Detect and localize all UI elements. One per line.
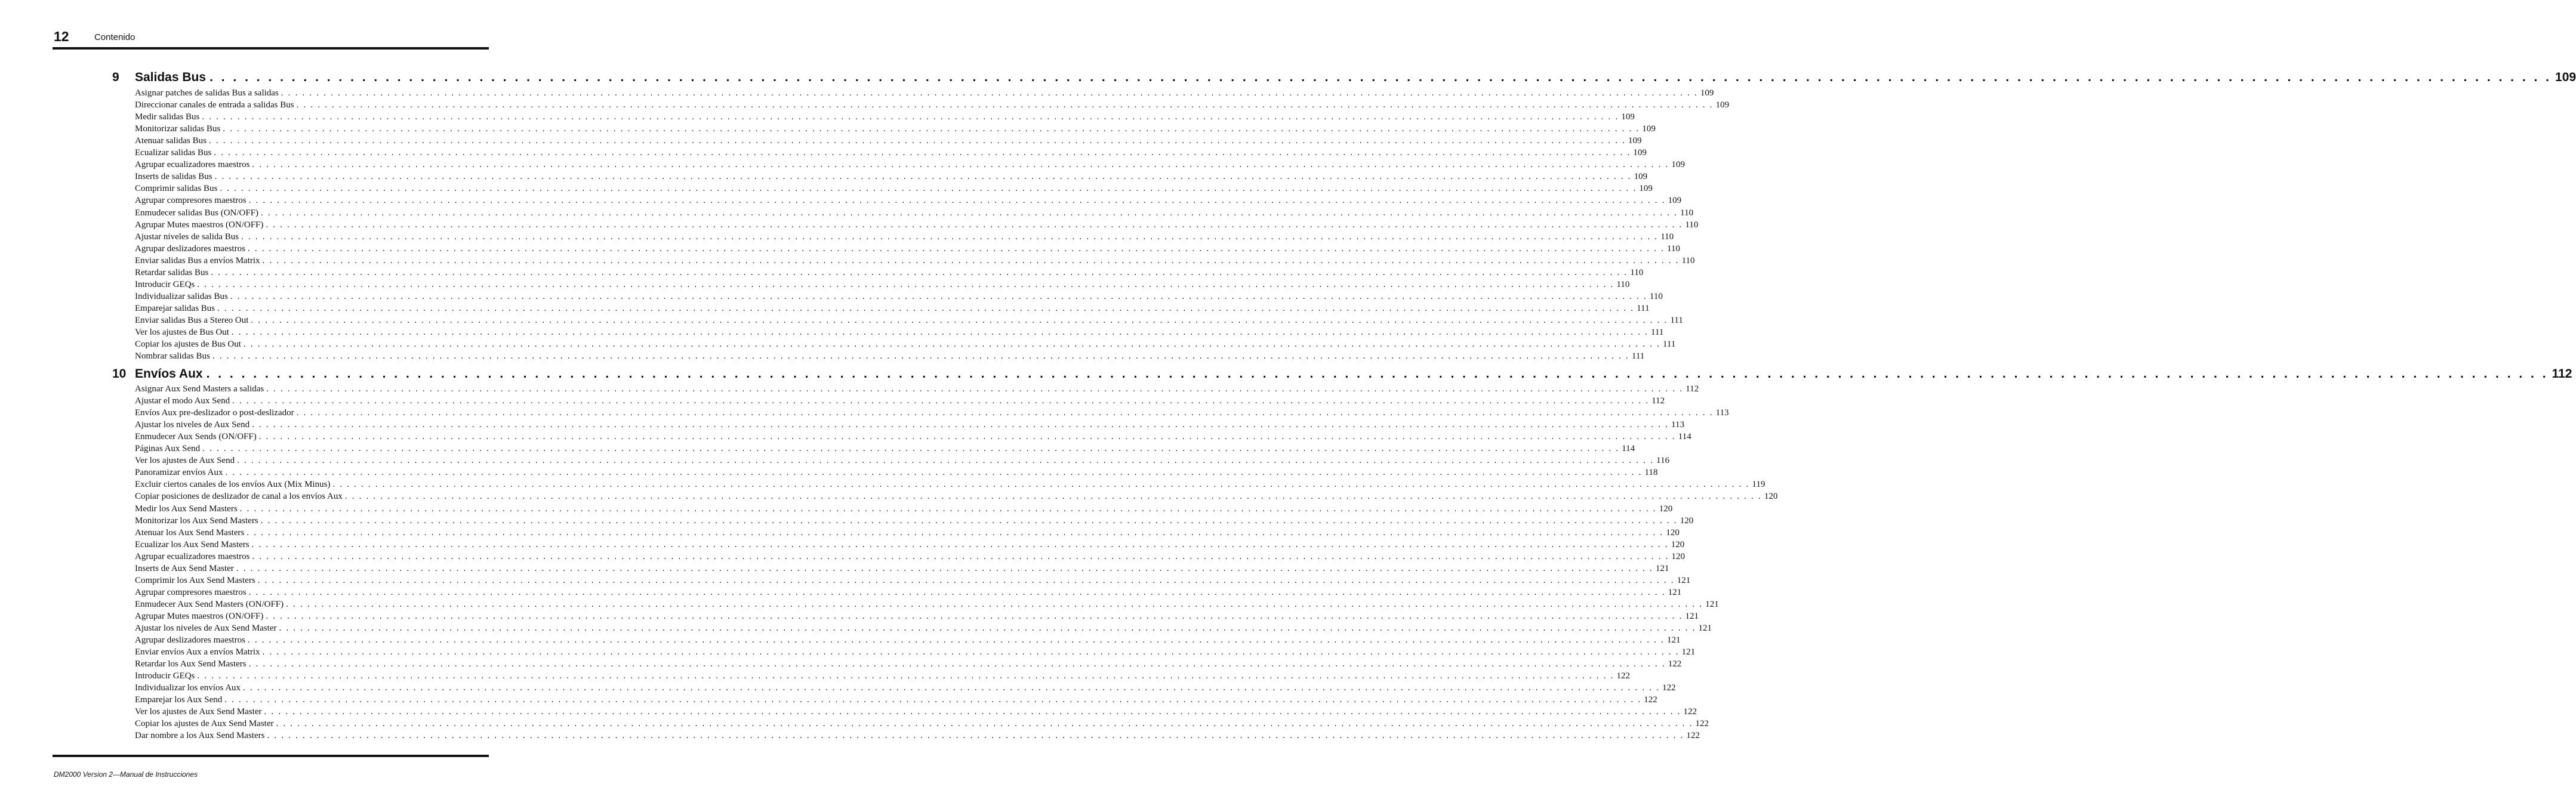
entry-title: Ajustar los niveles de Aux Send [135, 420, 250, 430]
toc-entry[interactable] [135, 219, 1699, 231]
toc-entry[interactable] [135, 147, 1647, 159]
entry-page: 109 [1668, 196, 1682, 205]
toc-entry[interactable] [135, 159, 1685, 171]
toc-entry[interactable] [135, 551, 1685, 563]
dot-leader: . . . . . . . . . . . . . . . . . . . . . . . . . . . . . . . . . . . . . . . . . . . . . . . . . . . . . . . . . . . . . . . . . . . . . . . . . . . . . . . . . . . . . . . . . . . . . . . . . . . . . . . . . . . . . . . . . . . . . . . . . . . . . . . . . . . . . . . . . . . . . . . . . . . . . . . . . . . . . . . . . . . . . . . . . . . . . . . . . . . . . . . . . . . . . . . . . . . . . . . . [296, 100, 1714, 110]
entry-page: 114 [1622, 444, 1635, 453]
entry-page: 122 [1644, 695, 1657, 705]
entry-title: Ver los ajustes de Aux Send [135, 456, 235, 465]
dot-leader: . . . . . . . . . . . . . . . . . . . . . . . . . . . . . . . . . . . . . . . . . . . . . . . . . . . . . . . . . . . . . . . . . . . . . . . . . . . . . . . . . . . . . . . . . . . . . . . . . . . . . . . . . . . . . . . . . . . . . . . . . . . . . . . . . . . . . . . . . . . . . . . . . . . . . . . . . . . . . . . . . . . . . . . . . . . . . . . . . . . . . . . . . . . . . . . . . . . . . . . . [266, 612, 1683, 621]
toc-entry[interactable] [135, 302, 1650, 314]
entry-title: Agrupar deslizadores maestros [135, 635, 245, 645]
toc-entry[interactable] [135, 598, 1719, 610]
entry-title: Ecualizar los Aux Send Masters [135, 540, 249, 549]
entry-page: 109 [1621, 112, 1635, 122]
entry-page: 120 [1764, 492, 1778, 501]
entry-title: Agrupar deslizadores maestros [135, 244, 245, 254]
dot-leader: . . . . . . . . . . . . . . . . . . . . . . . . . . . . . . . . . . . . . . . . . . . . . . . . . . . . . . . . . . . . . . . . . . . . . . . . . . . . . . . . . . . . . . . . . . . . . . . . . . . . . . . . . . . . . . . . . . . . . . . . . . . . . . . . . . . . . . . . . . . . . . . . . . . . . . . . . . . . . . . . . . . . . . . . . . . . . . . . . . . . . . . . . . . . . . . . . . . . . . . . [252, 552, 1669, 561]
toc-entry[interactable] [135, 443, 1635, 455]
toc-entry[interactable] [135, 490, 1778, 502]
dot-leader: . . . . . . . . . . . . . . . . . . . . . . . . . . . . . . . . . . . . . . . . . . . . . . . . . . . . . . . . . . . . . . . . . . . . . . . . . . . . . . . . . . . . . . . . . . . . . . . . . . . . . . . . . . . . . . . . . . . . . . . . . . . . . . . . . . . . . . . . . . . . . . . . . . . . . . . . . . . . . . . . . . . . . . . . . . . . . . . . . . . . . . . . . . . . . . . . . . . . . . . . [248, 196, 1666, 205]
entry-page: 109 [1634, 172, 1648, 181]
toc-entry[interactable] [135, 171, 1648, 183]
entry-page: 121 [1677, 576, 1691, 585]
entry-title: Agrupar compresores maestros [135, 196, 246, 205]
toc-entry[interactable] [135, 183, 1653, 194]
entry-title: Retardar los Aux Send Masters [135, 659, 246, 669]
toc-entry[interactable] [135, 314, 1683, 326]
header-rule [53, 47, 489, 50]
dot-leader: . . . . . . . . . . . . . . . . . . . . . . . . . . . . . . . . . . . . . . . . . . . . . . . . . . . . . . . . . . . . . . . . . . . . . . . . . . . . . . . . . . . . . . . . . . . . . . . . . . . . . . . . . . . . . . . . . . . . . . . . . . . . . . . . . . . . . . . . . . . . . . . . . . . . . . . . . . . . . . . . . . . . . . . . . . . . . . . . . . . . . . . . . . . . . . . . . . . . . . . . [206, 367, 2549, 381]
entry-title: Ajustar niveles de salida Bus [135, 232, 239, 242]
dot-leader: . . . . . . . . . . . . . . . . . . . . . . . . . . . . . . . . . . . . . . . . . . . . . . . . . . . . . . . . . . . . . . . . . . . . . . . . . . . . . . . . . . . . . . . . . . . . . . . . . . . . . . . . . . . . . . . . . . . . . . . . . . . . . . . . . . . . . . . . . . . . . . . . . . . . . . . . . . . . . . . . . . . . . . . . . . . . . . . . . . . . . . . . . . . . . . . . . . . . . . . . [258, 432, 1676, 441]
entry-page: 110 [1630, 268, 1644, 277]
toc-entry[interactable] [135, 395, 1665, 407]
toc-entry[interactable] [135, 634, 1681, 646]
entry-page: 121 [1667, 635, 1681, 645]
entry-page: 111 [1670, 316, 1683, 325]
entry-title: Comprimir salidas Bus [135, 184, 218, 193]
entry-title: Ajustar los niveles de Aux Send Master [135, 623, 277, 633]
toc-entry[interactable] [135, 383, 1699, 395]
entry-page: 120 [1671, 552, 1685, 561]
entry-title: Enviar envíos Aux a envíos Matrix [135, 647, 260, 657]
entry-title: Envíos Aux pre-deslizador o post-deslizador [135, 408, 294, 418]
dot-leader: . . . . . . . . . . . . . . . . . . . . . . . . . . . . . . . . . . . . . . . . . . . . . . . . . . . . . . . . . . . . . . . . . . . . . . . . . . . . . . . . . . . . . . . . . . . . . . . . . . . . . . . . . . . . . . . . . . . . . . . . . . . . . . . . . . . . . . . . . . . . . . . . . . . . . . . . . . . . . . . . . . . . . . . . . . . . . . . . . . . . . . . . . . . . . . . . . . . . . . . . [281, 88, 1698, 98]
entry-title: Ecualizar salidas Bus [135, 148, 212, 158]
dot-leader: . . . . . . . . . . . . . . . . . . . . . . . . . . . . . . . . . . . . . . . . . . . . . . . . . . . . . . . . . . . . . . . . . . . . . . . . . . . . . . . . . . . . . . . . . . . . . . . . . . . . . . . . . . . . . . . . . . . . . . . . . . . . . . . . . . . . . . . . . . . . . . . . . . . . . . . . . . . . . . . . . . . . . . . . . . . . . . . . . . . . . . . . . . . . . . . . . . . . . . . . [243, 339, 1660, 349]
toc-entry[interactable] [135, 243, 1680, 255]
toc-entry[interactable] [135, 718, 1709, 730]
dot-leader: . . . . . . . . . . . . . . . . . . . . . . . . . . . . . . . . . . . . . . . . . . . . . . . . . . . . . . . . . . . . . . . . . . . . . . . . . . . . . . . . . . . . . . . . . . . . . . . . . . . . . . . . . . . . . . . . . . . . . . . . . . . . . . . . . . . . . . . . . . . . . . . . . . . . . . . . . . . . . . . . . . . . . . . . . . . . . . . . . . . . . . . . . . . . . . . . . . . . . . . . [252, 420, 1669, 430]
dot-leader: . . . . . . . . . . . . . . . . . . . . . . . . . . . . . . . . . . . . . . . . . . . . . . . . . . . . . . . . . . . . . . . . . . . . . . . . . . . . . . . . . . . . . . . . . . . . . . . . . . . . . . . . . . . . . . . . . . . . . . . . . . . . . . . . . . . . . . . . . . . . . . . . . . . . . . . . . . . . . . . . . . . . . . . . . . . . . . . . . . . . . . . . . . . . . . . . . . . . . . . . [279, 623, 1696, 633]
footer-rule [53, 755, 489, 757]
entry-title: Emparejar los Aux Send [135, 695, 223, 705]
entry-title: Ver los ajustes de Aux Send Master [135, 707, 262, 717]
entry-page: 121 [1655, 564, 1669, 573]
entry-title: Enmudecer Aux Sends (ON/OFF) [135, 432, 257, 441]
dot-leader: . . . . . . . . . . . . . . . . . . . . . . . . . . . . . . . . . . . . . . . . . . . . . . . . . . . . . . . . . . . . . . . . . . . . . . . . . . . . . . . . . . . . . . . . . . . . . . . . . . . . . . . . . . . . . . . . . . . . . . . . . . . . . . . . . . . . . . . . . . . . . . . . . . . . . . . . . . . . . . . . . . . . . . . . . . . . . . . . . . . . . . . . . . . . . . . . . . . . . . . . [267, 731, 1684, 740]
entry-title: Asignar Aux Send Masters a salidas [135, 384, 264, 394]
toc-entry[interactable] [135, 503, 1673, 515]
toc-entry[interactable] [135, 575, 1691, 586]
dot-leader: . . . . . . . . . . . . . . . . . . . . . . . . . . . . . . . . . . . . . . . . . . . . . . . . . . . . . . . . . . . . . . . . . . . . . . . . . . . . . . . . . . . . . . . . . . . . . . . . . . . . . . . . . . . . . . . . . . . . . . . . . . . . . . . . . . . . . . . . . . . . . . . . . . . . . . . . . . . . . . . . . . . . . . . . . . . . . . . . . . . . . . . . . . . . . . . . . . . . . . . . [264, 707, 1681, 717]
entry-page: 112 [1686, 384, 1699, 394]
entry-page: 122 [1616, 671, 1630, 681]
toc-entry[interactable] [135, 338, 1676, 350]
chapter-number: 9 [112, 70, 119, 84]
entry-title: Introducir GEQs [135, 671, 195, 681]
dot-leader: . . . . . . . . . . . . . . . . . . . . . . . . . . . . . . . . . . . . . . . . . . . . . . . . . . . . . . . . . . . . . . . . . . . . . . . . . . . . . . . . . . . . . . . . . . . . . . . . . . . . . . . . . . . . . . . . . . . . . . . . . . . . . . . . . . . . . . . . . . . . . . . . . . . . . . . . . . . . . . . . . . . . . . . . . . . . . . . . . . . . . . . . . . . . . . . . . . . . . . . . [266, 220, 1683, 230]
entry-title: Individualizar los envíos Aux [135, 683, 241, 693]
entry-title: Emparejar salidas Bus [135, 304, 215, 313]
dot-leader: . . . . . . . . . . . . . . . . . . . . . . . . . . . . . . . . . . . . . . . . . . . . . . . . . . . . . . . . . . . . . . . . . . . . . . . . . . . . . . . . . . . . . . . . . . . . . . . . . . . . . . . . . . . . . . . . . . . . . . . . . . . . . . . . . . . . . . . . . . . . . . . . . . . . . . . . . . . . . . . . . . . . . . . . . . . . . . . . . . . . . . . . . . . . . . . . . . . . . . . . [220, 184, 1637, 193]
entry-page: 111 [1631, 351, 1645, 361]
entry-title: Agrupar Mutes maestros (ON/OFF) [135, 612, 264, 621]
dot-leader: . . . . . . . . . . . . . . . . . . . . . . . . . . . . . . . . . . . . . . . . . . . . . . . . . . . . . . . . . . . . . . . . . . . . . . . . . . . . . . . . . . . . . . . . . . . . . . . . . . . . . . . . . . . . . . . . . . . . . . . . . . . . . . . . . . . . . . . . . . . . . . . . . . . . . . . . . . . . . . . . . . . . . . . . . . . . . . . . . . . . . . . . . . . . . . . . . . . . . . . . [236, 564, 1653, 573]
dot-leader: . . . . . . . . . . . . . . . . . . . . . . . . . . . . . . . . . . . . . . . . . . . . . . . . . . . . . . . . . . . . . . . . . . . . . . . . . . . . . . . . . . . . . . . . . . . . . . . . . . . . . . . . . . . . . . . . . . . . . . . . . . . . . . . . . . . . . . . . . . . . . . . . . . . . . . . . . . . . . . . . . . . . . . . . . . . . . . . . . . . . . . . . . . . . . . . . . . . . . . . . [251, 540, 1669, 549]
toc-entry[interactable] [135, 646, 1696, 658]
entry-title: Enviar salidas Bus a envíos Matrix [135, 256, 260, 265]
entry-page: 109 [1633, 148, 1647, 158]
entry-title: Páginas Aux Send [135, 444, 201, 453]
toc-entry[interactable] [135, 194, 1682, 206]
dot-leader: . . . . . . . . . . . . . . . . . . . . . . . . . . . . . . . . . . . . . . . . . . . . . . . . . . . . . . . . . . . . . . . . . . . . . . . . . . . . . . . . . . . . . . . . . . . . . . . . . . . . . . . . . . . . . . . . . . . . . . . . . . . . . . . . . . . . . . . . . . . . . . . . . . . . . . . . . . . . . . . . . . . . . . . . . . . . . . . . . . . . . . . . . . . . . . . . . . . . . . . . [202, 112, 1619, 122]
entry-title: Introducir GEQs [135, 280, 195, 289]
entry-page: 109 [1642, 124, 1656, 134]
entry-title: Copiar los ajustes de Aux Send Master [135, 719, 274, 728]
entry-page: 122 [1683, 707, 1697, 717]
dot-leader: . . . . . . . . . . . . . . . . . . . . . . . . . . . . . . . . . . . . . . . . . . . . . . . . . . . . . . . . . . . . . . . . . . . . . . . . . . . . . . . . . . . . . . . . . . . . . . . . . . . . . . . . . . . . . . . . . . . . . . . . . . . . . . . . . . . . . . . . . . . . . . . . . . . . . . . . . . . . . . . . . . . . . . . . . . . . . . . . . . . . . . . . . . . . . . . . . . . . . . . . [296, 408, 1714, 418]
entry-title: Panoramizar envíos Aux [135, 468, 223, 477]
dot-leader: . . . . . . . . . . . . . . . . . . . . . . . . . . . . . . . . . . . . . . . . . . . . . . . . . . . . . . . . . . . . . . . . . . . . . . . . . . . . . . . . . . . . . . . . . . . . . . . . . . . . . . . . . . . . . . . . . . . . . . . . . . . . . . . . . . . . . . . . . . . . . . . . . . . . . . . . . . . . . . . . . . . . . . . . . . . . . . . . . . . . . . . . . . . . . . . . . . . . . . . . [344, 492, 1762, 501]
entry-page: 122 [1662, 683, 1676, 693]
toc-entry[interactable] [135, 350, 1645, 362]
dot-leader: . . . . . . . . . . . . . . . . . . . . . . . . . . . . . . . . . . . . . . . . . . . . . . . . . . . . . . . . . . . . . . . . . . . . . . . . . . . . . . . . . . . . . . . . . . . . . . . . . . . . . . . . . . . . . . . . . . . . . . . . . . . . . . . . . . . . . . . . . . . . . . . . . . . . . . . . . . . . . . . . . . . . . . . . . . . . . . . . . . . . . . . . . . . . . . . . . . . . . . . . [276, 719, 1693, 728]
entry-title: Direccionar canales de entrada a salidas Bus [135, 100, 294, 110]
dot-leader: . . . . . . . . . . . . . . . . . . . . . . . . . . . . . . . . . . . . . . . . . . . . . . . . . . . . . . . . . . . . . . . . . . . . . . . . . . . . . . . . . . . . . . . . . . . . . . . . . . . . . . . . . . . . . . . . . . . . . . . . . . . . . . . . . . . . . . . . . . . . . . . . . . . . . . . . . . . . . . . . . . . . . . . . . . . . . . . . . . . . . . . . . . . . . . . . . . . . . . . . [197, 671, 1614, 681]
toc-entry[interactable] [135, 87, 1714, 99]
chapter-heading [112, 365, 2572, 383]
entry-title: Agrupar Mutes maestros (ON/OFF) [135, 220, 264, 230]
entry-title: Inserts de Aux Send Master [135, 564, 234, 573]
dot-leader: . . . . . . . . . . . . . . . . . . . . . . . . . . . . . . . . . . . . . . . . . . . . . . . . . . . . . . . . . . . . . . . . . . . . . . . . . . . . . . . . . . . . . . . . . . . . . . . . . . . . . . . . . . . . . . . . . . . . . . . . . . . . . . . . . . . . . . . . . . . . . . . . . . . . . . . . . . . . . . . . . . . . . . . . . . . . . . . . . . . . . . . . . . . . . . . . . . . . . . . . [217, 304, 1635, 313]
dot-leader: . . . . . . . . . . . . . . . . . . . . . . . . . . . . . . . . . . . . . . . . . . . . . . . . . . . . . . . . . . . . . . . . . . . . . . . . . . . . . . . . . . . . . . . . . . . . . . . . . . . . . . . . . . . . . . . . . . . . . . . . . . . . . . . . . . . . . . . . . . . . . . . . . . . . . . . . . . . . . . . . . . . . . . . . . . . . . . . . . . . . . . . . . . . . . . . . . . . . . . . . [251, 316, 1668, 325]
entry-page: 110 [1660, 232, 1674, 242]
entry-title: Excluir ciertos canales de los envíos Aux (Mix Minus) [135, 480, 331, 489]
toc-entry[interactable] [135, 706, 1697, 718]
toc-entry[interactable] [135, 670, 1630, 682]
entry-page: 116 [1656, 456, 1670, 465]
toc-entry[interactable] [135, 527, 1680, 539]
dot-leader: . . . . . . . . . . . . . . . . . . . . . . . . . . . . . . . . . . . . . . . . . . . . . . . . . . . . . . . . . . . . . . . . . . . . . . . . . . . . . . . . . . . . . . . . . . . . . . . . . . . . . . . . . . . . . . . . . . . . . . . . . . . . . . . . . . . . . . . . . . . . . . . . . . . . . . . . . . . . . . . . . . . . . . . . . . . . . . . . . . . . . . . . . . . . . . . . . . . . . . . . [247, 635, 1665, 645]
dot-leader: . . . . . . . . . . . . . . . . . . . . . . . . . . . . . . . . . . . . . . . . . . . . . . . . . . . . . . . . . . . . . . . . . . . . . . . . . . . . . . . . . . . . . . . . . . . . . . . . . . . . . . . . . . . . . . . . . . . . . . . . . . . . . . . . . . . . . . . . . . . . . . . . . . . . . . . . . . . . . . . . . . . . . . . . . . . . . . . . . . . . . . . . . . . . . . . . . . . . . . . . [231, 328, 1648, 337]
entry-page: 120 [1659, 504, 1673, 514]
entry-page: 110 [1649, 292, 1663, 301]
dot-leader: . . . . . . . . . . . . . . . . . . . . . . . . . . . . . . . . . . . . . . . . . . . . . . . . . . . . . . . . . . . . . . . . . . . . . . . . . . . . . . . . . . . . . . . . . . . . . . . . . . . . . . . . . . . . . . . . . . . . . . . . . . . . . . . . . . . . . . . . . . . . . . . . . . . . . . . . . . . . . . . . . . . . . . . . . . . . . . . . . . . . . . . . . . . . . . . . . . . . . . . . [241, 232, 1659, 242]
entry-page: 120 [1666, 528, 1680, 538]
chapter-title: Salidas Bus [135, 70, 207, 84]
toc-entry[interactable] [135, 610, 1699, 622]
entry-title: Agrupar ecualizadores maestros [135, 552, 250, 561]
entry-title: Copiar los ajustes de Bus Out [135, 339, 241, 349]
entry-page: 111 [1662, 339, 1676, 349]
dot-leader: . . . . . . . . . . . . . . . . . . . . . . . . . . . . . . . . . . . . . . . . . . . . . . . . . . . . . . . . . . . . . . . . . . . . . . . . . . . . . . . . . . . . . . . . . . . . . . . . . . . . . . . . . . . . . . . . . . . . . . . . . . . . . . . . . . . . . . . . . . . . . . . . . . . . . . . . . . . . . . . . . . . . . . . . . . . . . . . . . . . . . . . . . . . . . . . . . . . . . . . . [266, 384, 1684, 394]
dot-leader: . . . . . . . . . . . . . . . . . . . . . . . . . . . . . . . . . . . . . . . . . . . . . . . . . . . . . . . . . . . . . . . . . . . . . . . . . . . . . . . . . . . . . . . . . . . . . . . . . . . . . . . . . . . . . . . . . . . . . . . . . . . . . . . . . . . . . . . . . . . . . . . . . . . . . . . . . . . . . . . . . . . . . . . . . . . . . . . . . . . . . . . . . . . . . . . . . . . . . . . . [202, 444, 1620, 453]
running-title: Contenido [94, 32, 135, 42]
dot-leader: . . . . . . . . . . . . . . . . . . . . . . . . . . . . . . . . . . . . . . . . . . . . . . . . . . . . . . . . . . . . . . . . . . . . . . . . . . . . . . . . . . . . . . . . . . . . . . . . . . . . . . . . . . . . . . . . . . . . . . . . . . . . . . . . . . . . . . . . . . . . . . . . . . . . . . . . . . . . . . . . . . . . . . . . . . . . . . . . . . . . . . . . . . . . . . . . . . . . . . . . [211, 268, 1628, 277]
toc-entry[interactable] [135, 586, 1682, 598]
entry-page: 112 [1651, 396, 1665, 406]
entry-title: Enmudecer salidas Bus (ON/OFF) [135, 208, 259, 218]
toc-entry[interactable] [135, 515, 1694, 527]
entry-title: Nombrar salidas Bus [135, 351, 210, 361]
dot-leader: . . . . . . . . . . . . . . . . . . . . . . . . . . . . . . . . . . . . . . . . . . . . . . . . . . . . . . . . . . . . . . . . . . . . . . . . . . . . . . . . . . . . . . . . . . . . . . . . . . . . . . . . . . . . . . . . . . . . . . . . . . . . . . . . . . . . . . . . . . . . . . . . . . . . . . . . . . . . . . . . . . . . . . . . . . . . . . . . . . . . . . . . . . . . . . . . . . . . . . . . [239, 504, 1657, 514]
entry-page: 111 [1650, 328, 1664, 337]
entry-title: Retardar salidas Bus [135, 268, 209, 277]
entry-title: Individualizar salidas Bus [135, 292, 228, 301]
dot-leader: . . . . . . . . . . . . . . . . . . . . . . . . . . . . . . . . . . . . . . . . . . . . . . . . . . . . . . . . . . . . . . . . . . . . . . . . . . . . . . . . . . . . . . . . . . . . . . . . . . . . . . . . . . . . . . . . . . . . . . . . . . . . . . . . . . . . . . . . . . . . . . . . . . . . . . . . . . . . . . . . . . . . . . . . . . . . . . . . . . . . . . . . . . . . . . . . . . . . . . . . [209, 70, 2552, 84]
toc-entry[interactable] [135, 563, 1669, 575]
toc-entry[interactable] [135, 478, 1765, 490]
toc-entry[interactable] [135, 730, 1700, 742]
dot-leader: . . . . . . . . . . . . . . . . . . . . . . . . . . . . . . . . . . . . . . . . . . . . . . . . . . . . . . . . . . . . . . . . . . . . . . . . . . . . . . . . . . . . . . . . . . . . . . . . . . . . . . . . . . . . . . . . . . . . . . . . . . . . . . . . . . . . . . . . . . . . . . . . . . . . . . . . . . . . . . . . . . . . . . . . . . . . . . . . . . . . . . . . . . . . . . . . . . . . . . . . [243, 683, 1660, 693]
entry-page: 113 [1715, 408, 1729, 418]
entry-page: 121 [1705, 600, 1719, 609]
toc-entry[interactable] [135, 255, 1695, 267]
dot-leader: . . . . . . . . . . . . . . . . . . . . . . . . . . . . . . . . . . . . . . . . . . . . . . . . . . . . . . . . . . . . . . . . . . . . . . . . . . . . . . . . . . . . . . . . . . . . . . . . . . . . . . . . . . . . . . . . . . . . . . . . . . . . . . . . . . . . . . . . . . . . . . . . . . . . . . . . . . . . . . . . . . . . . . . . . . . . . . . . . . . . . . . . . . . . . . . . . . . . . . . . [197, 280, 1614, 289]
toc-entry[interactable] [135, 267, 1644, 279]
entry-title: Atenuar salidas Bus [135, 136, 207, 146]
dot-leader: . . . . . . . . . . . . . . . . . . . . . . . . . . . . . . . . . . . . . . . . . . . . . . . . . . . . . . . . . . . . . . . . . . . . . . . . . . . . . . . . . . . . . . . . . . . . . . . . . . . . . . . . . . . . . . . . . . . . . . . . . . . . . . . . . . . . . . . . . . . . . . . . . . . . . . . . . . . . . . . . . . . . . . . . . . . . . . . . . . . . . . . . . . . . . . . . . . . . . . . . [225, 468, 1643, 477]
entry-title: Ajustar el modo Aux Send [135, 396, 230, 406]
toc-entry[interactable] [135, 622, 1712, 634]
dot-leader: . . . . . . . . . . . . . . . . . . . . . . . . . . . . . . . . . . . . . . . . . . . . . . . . . . . . . . . . . . . . . . . . . . . . . . . . . . . . . . . . . . . . . . . . . . . . . . . . . . . . . . . . . . . . . . . . . . . . . . . . . . . . . . . . . . . . . . . . . . . . . . . . . . . . . . . . . . . . . . . . . . . . . . . . . . . . . . . . . . . . . . . . . . . . . . . . . . . . . . . . [252, 160, 1669, 169]
entry-page: 121 [1681, 647, 1696, 657]
dot-leader: . . . . . . . . . . . . . . . . . . . . . . . . . . . . . . . . . . . . . . . . . . . . . . . . . . . . . . . . . . . . . . . . . . . . . . . . . . . . . . . . . . . . . . . . . . . . . . . . . . . . . . . . . . . . . . . . . . . . . . . . . . . . . . . . . . . . . . . . . . . . . . . . . . . . . . . . . . . . . . . . . . . . . . . . . . . . . . . . . . . . . . . . . . . . . . . . . . . . . . . . [257, 576, 1675, 585]
toc-entry[interactable] [135, 682, 1676, 694]
entry-title: Copiar posiciones de deslizador de canal a los envíos Aux [135, 492, 343, 501]
entry-page: 109 [1639, 184, 1653, 193]
dot-leader: . . . . . . . . . . . . . . . . . . . . . . . . . . . . . . . . . . . . . . . . . . . . . . . . . . . . . . . . . . . . . . . . . . . . . . . . . . . . . . . . . . . . . . . . . . . . . . . . . . . . . . . . . . . . . . . . . . . . . . . . . . . . . . . . . . . . . . . . . . . . . . . . . . . . . . . . . . . . . . . . . . . . . . . . . . . . . . . . . . . . . . . . . . . . . . . . . . . . . . . . [261, 208, 1678, 218]
dot-leader: . . . . . . . . . . . . . . . . . . . . . . . . . . . . . . . . . . . . . . . . . . . . . . . . . . . . . . . . . . . . . . . . . . . . . . . . . . . . . . . . . . . . . . . . . . . . . . . . . . . . . . . . . . . . . . . . . . . . . . . . . . . . . . . . . . . . . . . . . . . . . . . . . . . . . . . . . . . . . . . . . . . . . . . . . . . . . . . . . . . . . . . . . . . . . . . . . . . . . . . . [237, 456, 1654, 465]
dot-leader: . . . . . . . . . . . . . . . . . . . . . . . . . . . . . . . . . . . . . . . . . . . . . . . . . . . . . . . . . . . . . . . . . . . . . . . . . . . . . . . . . . . . . . . . . . . . . . . . . . . . . . . . . . . . . . . . . . . . . . . . . . . . . . . . . . . . . . . . . . . . . . . . . . . . . . . . . . . . . . . . . . . . . . . . . . . . . . . . . . . . . . . . . . . . . . . . . . . . . . . . [246, 528, 1664, 538]
toc-entry[interactable] [135, 455, 1670, 467]
chapter-page: 109 [2555, 70, 2576, 84]
footer-text: DM2000 Version 2—Manual de Instrucciones [54, 770, 198, 779]
dot-leader: . . . . . . . . . . . . . . . . . . . . . . . . . . . . . . . . . . . . . . . . . . . . . . . . . . . . . . . . . . . . . . . . . . . . . . . . . . . . . . . . . . . . . . . . . . . . . . . . . . . . . . . . . . . . . . . . . . . . . . . . . . . . . . . . . . . . . . . . . . . . . . . . . . . . . . . . . . . . . . . . . . . . . . . . . . . . . . . . . . . . . . . . . . . . . . . . . . . . . . . . [286, 600, 1703, 609]
entry-page: 119 [1752, 480, 1765, 489]
chapter-heading [112, 69, 2576, 87]
entry-page: 121 [1668, 588, 1682, 597]
entry-title: Enmudecer Aux Send Masters (ON/OFF) [135, 600, 284, 609]
entry-page: 110 [1616, 280, 1630, 289]
toc-entry[interactable] [135, 279, 1630, 291]
entry-page: 113 [1671, 420, 1685, 430]
dot-leader: . . . . . . . . . . . . . . . . . . . . . . . . . . . . . . . . . . . . . . . . . . . . . . . . . . . . . . . . . . . . . . . . . . . . . . . . . . . . . . . . . . . . . . . . . . . . . . . . . . . . . . . . . . . . . . . . . . . . . . . . . . . . . . . . . . . . . . . . . . . . . . . . . . . . . . . . . . . . . . . . . . . . . . . . . . . . . . . . . . . . . . . . . . . . . . . . . . . . . . . . [214, 172, 1632, 181]
toc-entry[interactable] [135, 291, 1663, 302]
toc-entry[interactable] [135, 99, 1730, 111]
entry-page: 110 [1685, 220, 1699, 230]
entry-title: Inserts de salidas Bus [135, 172, 212, 181]
entry-page: 109 [1700, 88, 1714, 98]
toc-entry[interactable] [135, 326, 1664, 338]
dot-leader: . . . . . . . . . . . . . . . . . . . . . . . . . . . . . . . . . . . . . . . . . . . . . . . . . . . . . . . . . . . . . . . . . . . . . . . . . . . . . . . . . . . . . . . . . . . . . . . . . . . . . . . . . . . . . . . . . . . . . . . . . . . . . . . . . . . . . . . . . . . . . . . . . . . . . . . . . . . . . . . . . . . . . . . . . . . . . . . . . . . . . . . . . . . . . . . . . . . . . . . . [248, 659, 1666, 669]
toc-entry[interactable] [135, 407, 1729, 419]
dot-leader: . . . . . . . . . . . . . . . . . . . . . . . . . . . . . . . . . . . . . . . . . . . . . . . . . . . . . . . . . . . . . . . . . . . . . . . . . . . . . . . . . . . . . . . . . . . . . . . . . . . . . . . . . . . . . . . . . . . . . . . . . . . . . . . . . . . . . . . . . . . . . . . . . . . . . . . . . . . . . . . . . . . . . . . . . . . . . . . . . . . . . . . . . . . . . . . . . . . . . . . . [214, 148, 1631, 158]
entry-page: 122 [1668, 659, 1682, 669]
entry-title: Monitorizar salidas Bus [135, 124, 221, 134]
dot-leader: . . . . . . . . . . . . . . . . . . . . . . . . . . . . . . . . . . . . . . . . . . . . . . . . . . . . . . . . . . . . . . . . . . . . . . . . . . . . . . . . . . . . . . . . . . . . . . . . . . . . . . . . . . . . . . . . . . . . . . . . . . . . . . . . . . . . . . . . . . . . . . . . . . . . . . . . . . . . . . . . . . . . . . . . . . . . . . . . . . . . . . . . . . . . . . . . . . . . . . . . [212, 351, 1629, 361]
entry-page: 110 [1680, 208, 1694, 218]
toc-entry[interactable] [135, 123, 1656, 135]
entry-title: Ver los ajustes de Bus Out [135, 328, 229, 337]
entry-page: 111 [1637, 304, 1650, 313]
toc-entry[interactable] [135, 467, 1658, 478]
toc-entry[interactable] [135, 111, 1635, 123]
dot-leader: . . . . . . . . . . . . . . . . . . . . . . . . . . . . . . . . . . . . . . . . . . . . . . . . . . . . . . . . . . . . . . . . . . . . . . . . . . . . . . . . . . . . . . . . . . . . . . . . . . . . . . . . . . . . . . . . . . . . . . . . . . . . . . . . . . . . . . . . . . . . . . . . . . . . . . . . . . . . . . . . . . . . . . . . . . . . . . . . . . . . . . . . . . . . . . . . . . . . . . . . [262, 256, 1680, 265]
entry-page: 122 [1695, 719, 1709, 728]
toc-entry[interactable] [135, 694, 1657, 706]
entry-title: Asignar patches de salidas Bus a salidas [135, 88, 279, 98]
toc-entry[interactable] [135, 207, 1694, 219]
entry-page: 120 [1680, 516, 1694, 526]
dot-leader: . . . . . . . . . . . . . . . . . . . . . . . . . . . . . . . . . . . . . . . . . . . . . . . . . . . . . . . . . . . . . . . . . . . . . . . . . . . . . . . . . . . . . . . . . . . . . . . . . . . . . . . . . . . . . . . . . . . . . . . . . . . . . . . . . . . . . . . . . . . . . . . . . . . . . . . . . . . . . . . . . . . . . . . . . . . . . . . . . . . . . . . . . . . . . . . . . . . . . . . . [260, 516, 1678, 526]
dot-leader: . . . . . . . . . . . . . . . . . . . . . . . . . . . . . . . . . . . . . . . . . . . . . . . . . . . . . . . . . . . . . . . . . . . . . . . . . . . . . . . . . . . . . . . . . . . . . . . . . . . . . . . . . . . . . . . . . . . . . . . . . . . . . . . . . . . . . . . . . . . . . . . . . . . . . . . . . . . . . . . . . . . . . . . . . . . . . . . . . . . . . . . . . . . . . . . . . . . . . . . . [262, 647, 1680, 657]
dot-leader: . . . . . . . . . . . . . . . . . . . . . . . . . . . . . . . . . . . . . . . . . . . . . . . . . . . . . . . . . . . . . . . . . . . . . . . . . . . . . . . . . . . . . . . . . . . . . . . . . . . . . . . . . . . . . . . . . . . . . . . . . . . . . . . . . . . . . . . . . . . . . . . . . . . . . . . . . . . . . . . . . . . . . . . . . . . . . . . . . . . . . . . . . . . . . . . . . . . . . . . . [223, 124, 1640, 134]
dot-leader: . . . . . . . . . . . . . . . . . . . . . . . . . . . . . . . . . . . . . . . . . . . . . . . . . . . . . . . . . . . . . . . . . . . . . . . . . . . . . . . . . . . . . . . . . . . . . . . . . . . . . . . . . . . . . . . . . . . . . . . . . . . . . . . . . . . . . . . . . . . . . . . . . . . . . . . . . . . . . . . . . . . . . . . . . . . . . . . . . . . . . . . . . . . . . . . . . . . . . . . . [230, 292, 1647, 301]
entry-page: 122 [1686, 731, 1700, 740]
dot-leader: . . . . . . . . . . . . . . . . . . . . . . . . . . . . . . . . . . . . . . . . . . . . . . . . . . . . . . . . . . . . . . . . . . . . . . . . . . . . . . . . . . . . . . . . . . . . . . . . . . . . . . . . . . . . . . . . . . . . . . . . . . . . . . . . . . . . . . . . . . . . . . . . . . . . . . . . . . . . . . . . . . . . . . . . . . . . . . . . . . . . . . . . . . . . . . . . . . . . . . . . [208, 136, 1626, 146]
entry-title: Enviar salidas Bus a Stereo Out [135, 316, 249, 325]
entry-page: 121 [1698, 623, 1712, 633]
entry-page: 114 [1678, 432, 1691, 441]
toc-entry[interactable] [135, 431, 1691, 443]
toc-entry[interactable] [135, 231, 1674, 243]
dot-leader: . . . . . . . . . . . . . . . . . . . . . . . . . . . . . . . . . . . . . . . . . . . . . . . . . . . . . . . . . . . . . . . . . . . . . . . . . . . . . . . . . . . . . . . . . . . . . . . . . . . . . . . . . . . . . . . . . . . . . . . . . . . . . . . . . . . . . . . . . . . . . . . . . . . . . . . . . . . . . . . . . . . . . . . . . . . . . . . . . . . . . . . . . . . . . . . . . . . . . . . . [248, 588, 1666, 597]
entry-page: 121 [1685, 612, 1699, 621]
entry-title: Dar nombre a los Aux Send Masters [135, 731, 265, 740]
dot-leader: . . . . . . . . . . . . . . . . . . . . . . . . . . . . . . . . . . . . . . . . . . . . . . . . . . . . . . . . . . . . . . . . . . . . . . . . . . . . . . . . . . . . . . . . . . . . . . . . . . . . . . . . . . . . . . . . . . . . . . . . . . . . . . . . . . . . . . . . . . . . . . . . . . . . . . . . . . . . . . . . . . . . . . . . . . . . . . . . . . . . . . . . . . . . . . . . . . . . . . . . [232, 396, 1650, 406]
chapter-page: 112 [2552, 367, 2572, 381]
entry-title: Agrupar ecualizadores maestros [135, 160, 250, 169]
chapter-title: Envíos Aux [135, 367, 203, 381]
entry-title: Comprimir los Aux Send Masters [135, 576, 255, 585]
toc-entry[interactable] [135, 658, 1682, 670]
entry-page: 110 [1667, 244, 1680, 254]
entry-title: Monitorizar los Aux Send Masters [135, 516, 258, 526]
entry-page: 109 [1671, 160, 1685, 169]
toc-entry[interactable] [135, 419, 1685, 431]
entry-title: Medir salidas Bus [135, 112, 200, 122]
entry-page: 109 [1628, 136, 1642, 146]
toc-entry[interactable] [135, 135, 1642, 147]
page-number: 12 [54, 29, 69, 44]
dot-leader: . . . . . . . . . . . . . . . . . . . . . . . . . . . . . . . . . . . . . . . . . . . . . . . . . . . . . . . . . . . . . . . . . . . . . . . . . . . . . . . . . . . . . . . . . . . . . . . . . . . . . . . . . . . . . . . . . . . . . . . . . . . . . . . . . . . . . . . . . . . . . . . . . . . . . . . . . . . . . . . . . . . . . . . . . . . . . . . . . . . . . . . . . . . . . . . . . . . . . . . . [247, 244, 1665, 254]
entry-page: 110 [1681, 256, 1695, 265]
dot-leader: . . . . . . . . . . . . . . . . . . . . . . . . . . . . . . . . . . . . . . . . . . . . . . . . . . . . . . . . . . . . . . . . . . . . . . . . . . . . . . . . . . . . . . . . . . . . . . . . . . . . . . . . . . . . . . . . . . . . . . . . . . . . . . . . . . . . . . . . . . . . . . . . . . . . . . . . . . . . . . . . . . . . . . . . . . . . . . . . . . . . . . . . . . . . . . . . . . . . . . . . [224, 695, 1642, 705]
entry-page: 120 [1671, 540, 1685, 549]
toc-entry[interactable] [135, 539, 1685, 551]
entry-page: 118 [1644, 468, 1658, 477]
entry-title: Agrupar compresores maestros [135, 588, 246, 597]
dot-leader: . . . . . . . . . . . . . . . . . . . . . . . . . . . . . . . . . . . . . . . . . . . . . . . . . . . . . . . . . . . . . . . . . . . . . . . . . . . . . . . . . . . . . . . . . . . . . . . . . . . . . . . . . . . . . . . . . . . . . . . . . . . . . . . . . . . . . . . . . . . . . . . . . . . . . . . . . . . . . . . . . . . . . . . . . . . . . . . . . . . . . . . . . . . . . . . . . . . . . . . . [332, 480, 1750, 489]
entry-title: Medir los Aux Send Masters [135, 504, 238, 514]
entry-title: Atenuar los Aux Send Masters [135, 528, 245, 538]
entry-page: 109 [1715, 100, 1730, 110]
chapter-number: 10 [112, 367, 127, 381]
